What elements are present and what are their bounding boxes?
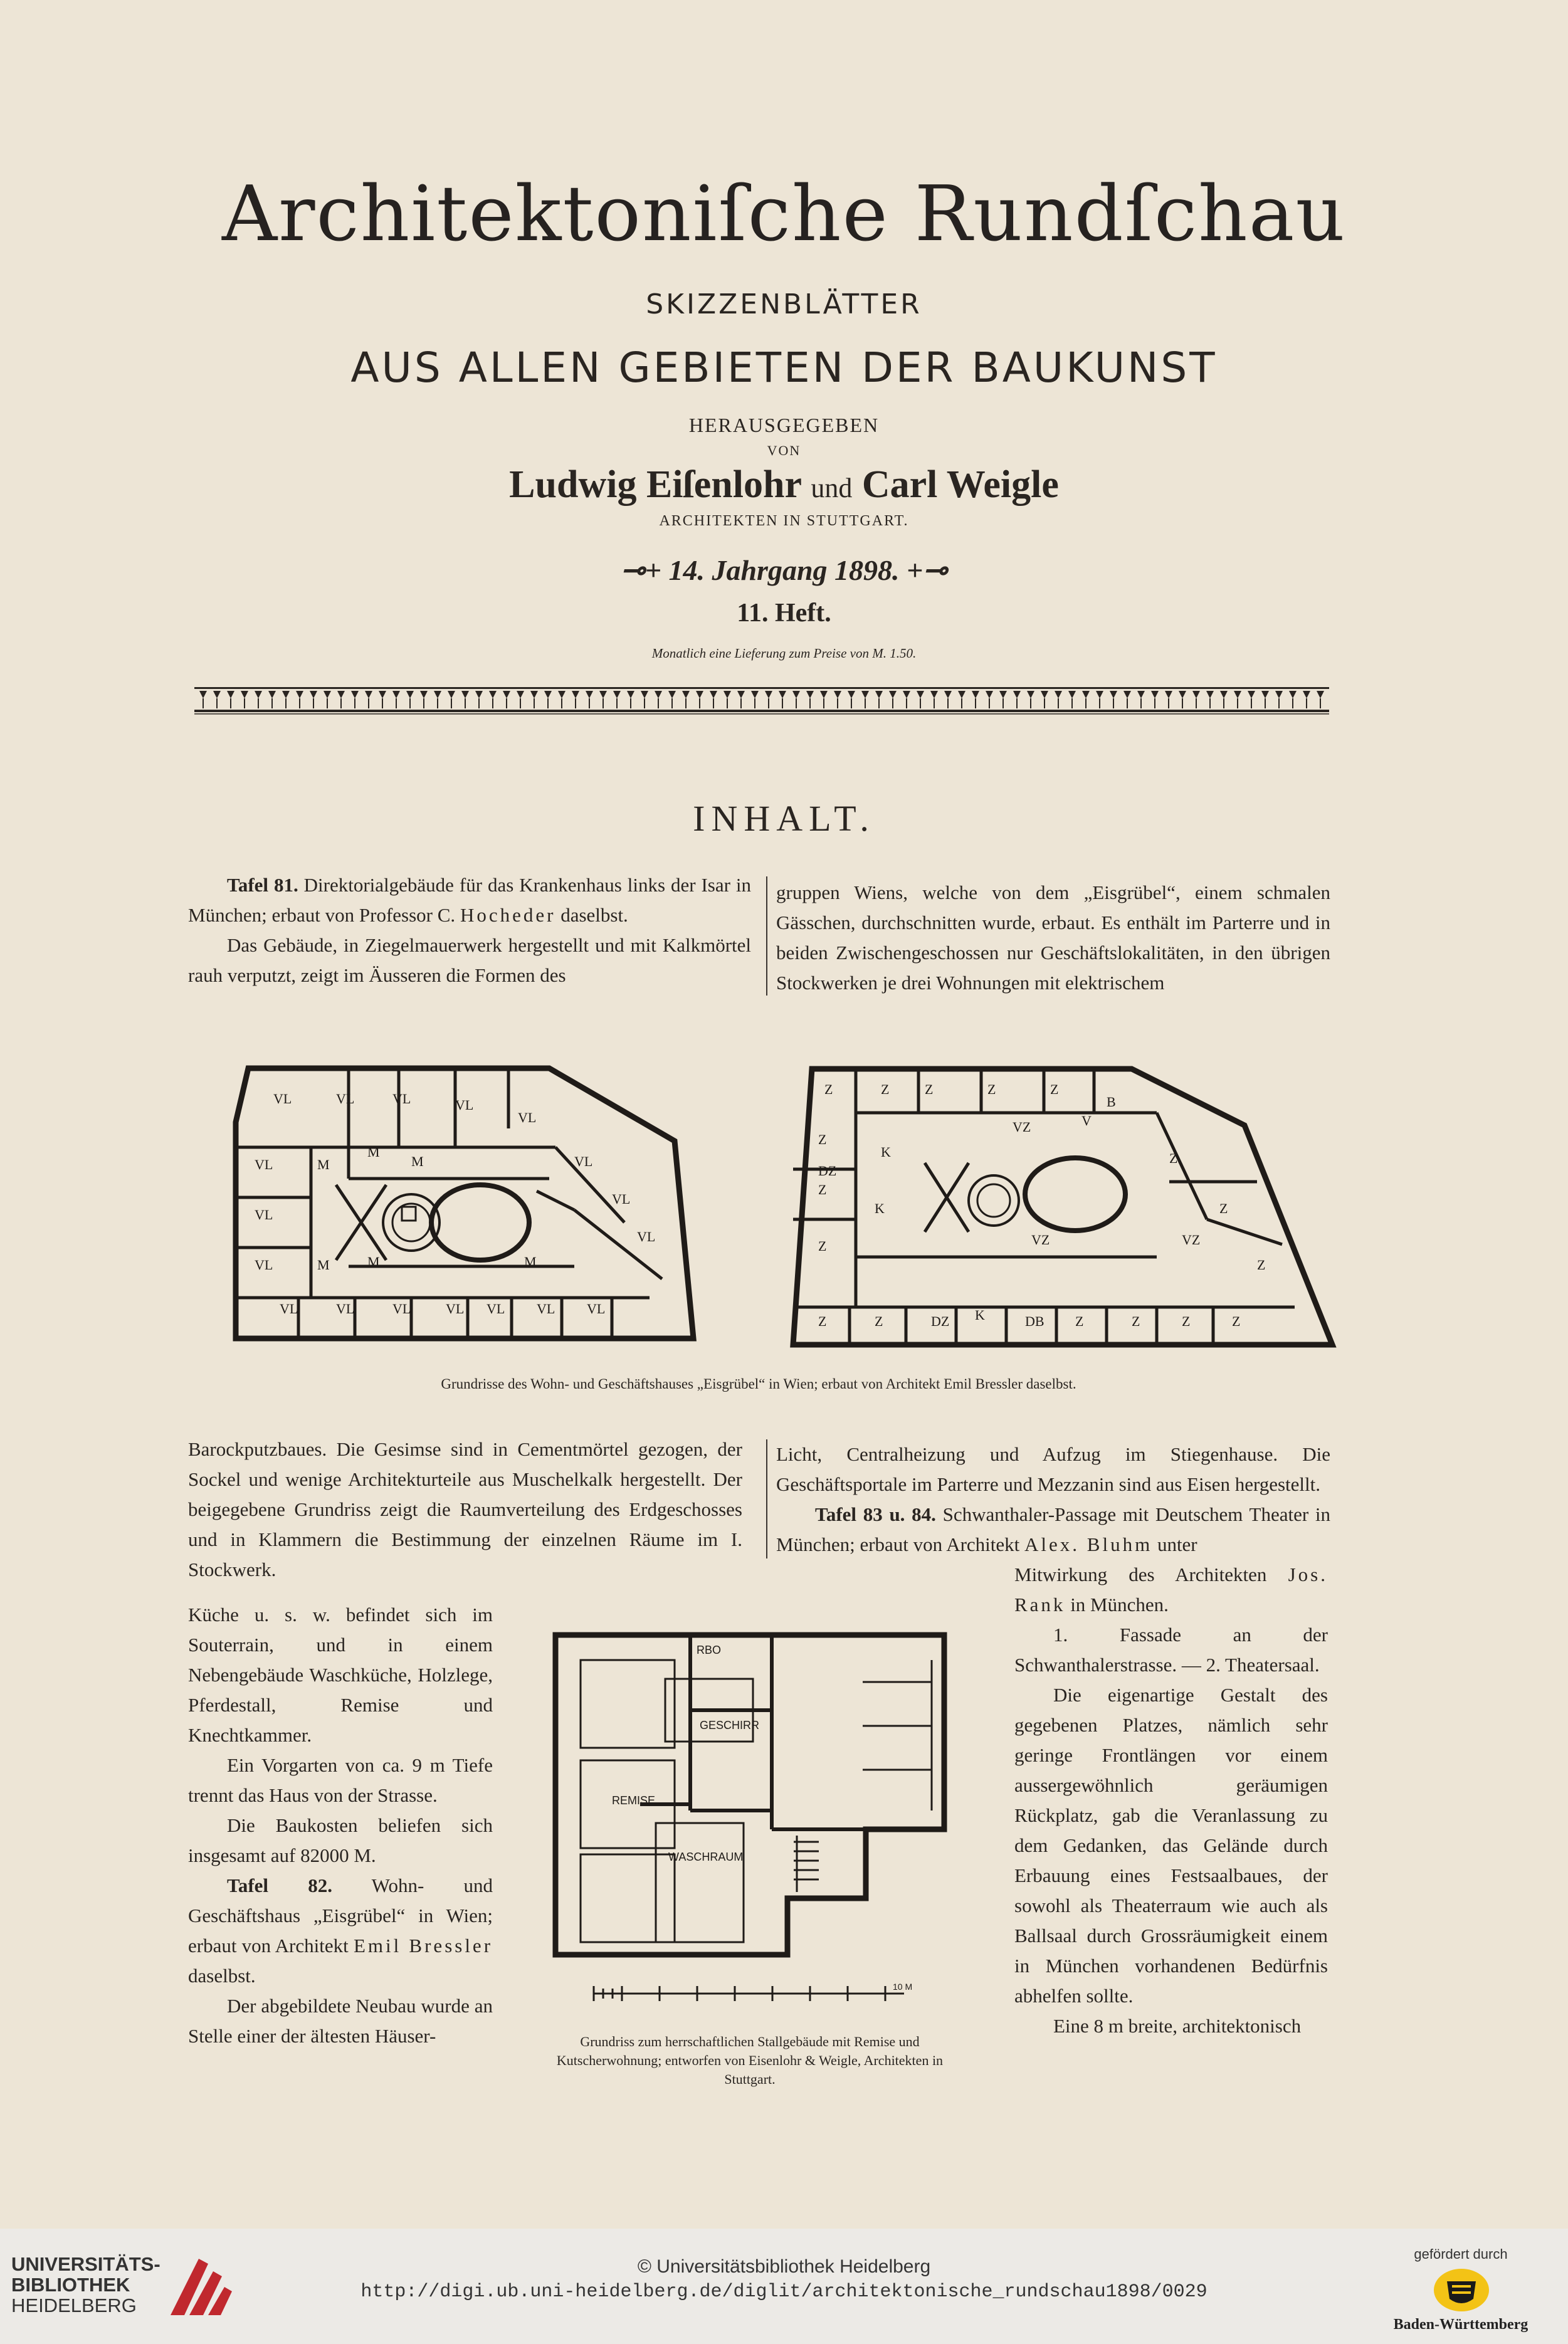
ornament-motif bbox=[930, 691, 938, 708]
ornament-motif bbox=[710, 691, 717, 708]
column-divider bbox=[766, 876, 767, 996]
room-label: VZ bbox=[1031, 1232, 1050, 1248]
room-label: Z bbox=[881, 1081, 890, 1097]
room-label: Z bbox=[1219, 1201, 1228, 1216]
ornament-motif bbox=[1303, 691, 1310, 708]
tafel-83-84-text: Schwanthaler-Passage mit Deutschem Theater in München; erbaut von Architekt bbox=[776, 1503, 1330, 1555]
ornament-motif bbox=[324, 691, 331, 708]
copyright: © Universitätsbibliothek Heidelberg bbox=[637, 2256, 931, 2277]
paragraph-vorgarten: Ein Vorgarten von ca. 9 m Tiefe trennt das Haus von der Strasse. bbox=[188, 1754, 493, 1806]
room-label: VL bbox=[612, 1191, 631, 1207]
ornament-motif bbox=[1013, 691, 1021, 708]
paragraph-baukosten: Die Baukosten beliefen sich insgesamt auf 82000 M. bbox=[188, 1814, 493, 1866]
ornament-motif bbox=[268, 691, 276, 708]
room-label: M bbox=[317, 1257, 330, 1273]
ornament-motif bbox=[310, 691, 317, 708]
editors-profession: ARCHITEKTEN IN STUTTGART. bbox=[659, 513, 909, 529]
ornament-motif bbox=[475, 691, 483, 708]
mitwirkung-end: in München. bbox=[1065, 1594, 1169, 1616]
room-label: VL bbox=[255, 1207, 273, 1222]
source-url[interactable]: http://digi.ub.uni-heidelberg.de/diglit/architektonische_rundschau1898/0029 bbox=[360, 2281, 1208, 2303]
ornament-motif bbox=[586, 691, 593, 708]
room-label: M bbox=[411, 1154, 424, 1169]
ornament-motif bbox=[737, 691, 745, 708]
room-label: VL bbox=[255, 1157, 273, 1172]
room-label: Z bbox=[875, 1313, 883, 1329]
paragraph-8m: Eine 8 m breite, architektonisch bbox=[1053, 2015, 1302, 2037]
ornament-motif bbox=[999, 691, 1007, 708]
ornament-motif bbox=[379, 691, 386, 708]
column-1-top bbox=[188, 870, 751, 991]
room-label: VL bbox=[537, 1301, 555, 1317]
room-label: M bbox=[524, 1254, 537, 1269]
room-label: VZ bbox=[1013, 1119, 1031, 1135]
ornament-motif bbox=[1041, 691, 1048, 708]
ornament-motif bbox=[889, 691, 897, 708]
room-label: Z bbox=[1050, 1081, 1059, 1097]
room-label: M bbox=[317, 1157, 330, 1172]
floor-plan-ground bbox=[223, 1053, 725, 1354]
ornament-motif bbox=[1192, 691, 1200, 708]
room-label: VL bbox=[280, 1301, 298, 1317]
room-label: VL bbox=[455, 1097, 474, 1113]
ornament-motif bbox=[972, 691, 979, 708]
room-label: Z bbox=[1257, 1257, 1266, 1273]
ornament-motif bbox=[723, 691, 731, 708]
subtitle-baukunst: AUS ALLEN GEBIETEN DER BAUKUNST bbox=[350, 344, 1218, 392]
room-label: VL bbox=[518, 1110, 537, 1125]
room-label: B bbox=[1107, 1094, 1116, 1110]
room-label: M bbox=[367, 1144, 380, 1160]
ornament-motif bbox=[958, 691, 966, 708]
ornament-motif bbox=[1137, 691, 1145, 708]
ornament-motif bbox=[820, 691, 828, 708]
ornament-motif bbox=[848, 691, 855, 708]
ornament-motif bbox=[834, 691, 841, 708]
paragraph-licht: Licht, Centralheizung und Aufzug im Stiegenhause. Die Geschäftsportale im Parterre und Mezzanin sind aus Eisen hergestellt. bbox=[776, 1443, 1330, 1495]
subtitle-skizzenblaetter: SKIZZENBLÄTTER bbox=[646, 288, 922, 320]
scale-end-label: 10 M bbox=[893, 1982, 913, 1992]
room-label: RBO bbox=[697, 1644, 722, 1656]
ornament-motif bbox=[489, 691, 497, 708]
room-label: K bbox=[975, 1307, 985, 1323]
ornament-motif bbox=[255, 691, 262, 708]
ornament-motif bbox=[420, 691, 428, 708]
room-label: VL bbox=[574, 1154, 593, 1169]
inhalt-heading: INHALT. bbox=[693, 798, 875, 839]
ornament-motif bbox=[751, 691, 759, 708]
ornament-motif bbox=[682, 691, 690, 708]
und-word: und bbox=[811, 473, 853, 503]
ornament-motif bbox=[365, 691, 372, 708]
tafel-81-text: Direktorialgebäude für das Krankenhaus links der Isar in München; erbaut von Professor C. bbox=[188, 874, 751, 926]
tafel-81-label: Tafel 81. bbox=[227, 874, 298, 896]
ornament-motif bbox=[861, 691, 869, 708]
ornament-motif bbox=[392, 691, 400, 708]
ornament-motif bbox=[544, 691, 552, 708]
column-2-mid bbox=[776, 1439, 1330, 1560]
ornament-motif bbox=[627, 691, 634, 708]
column-divider-mid bbox=[766, 1439, 767, 1558]
ornament-motif bbox=[1027, 691, 1034, 708]
von-label: VON bbox=[767, 443, 801, 458]
room-label: VL bbox=[587, 1301, 606, 1317]
column-1-mid bbox=[188, 1434, 742, 1585]
ornament-motif bbox=[806, 691, 814, 708]
ornament-motif bbox=[696, 691, 703, 708]
ornament-motif bbox=[1317, 691, 1324, 708]
ornament-motif bbox=[1165, 691, 1172, 708]
ornament-motif bbox=[517, 691, 524, 708]
ornament-motif bbox=[1055, 691, 1062, 708]
room-label: VL bbox=[273, 1091, 292, 1106]
ornament-motif bbox=[1220, 691, 1228, 708]
ornament-motif bbox=[461, 691, 469, 708]
room-label: VL bbox=[392, 1301, 411, 1317]
room-label: Z bbox=[818, 1313, 827, 1329]
tafel-82-text: Wohn- und Geschäftshaus „Eisgrübel“ in Wien; erbaut von Architekt bbox=[188, 1874, 493, 1957]
tafel-83-84-end: unter bbox=[1152, 1533, 1197, 1555]
ornament-motif bbox=[1082, 691, 1090, 708]
library-line-2: BIBLIOTHEK bbox=[11, 2274, 130, 2296]
ornament-motif bbox=[986, 691, 993, 708]
ornament-motif bbox=[282, 691, 290, 708]
tafel-81-end: daselbst. bbox=[555, 904, 628, 926]
ornament-motif bbox=[944, 691, 952, 708]
ornament-motif bbox=[227, 691, 234, 708]
editor-1: Ludwig Eiſenlohr bbox=[509, 463, 801, 506]
price-line: Monatlich eine Lieferung zum Preise von M. 1.50. bbox=[651, 646, 917, 661]
paragraph-gebaeude: Das Gebäude, in Ziegelmauerwerk hergestellt und mit Kalkmörtel rauh verputzt, zeigt im Äusseren die Formen des bbox=[188, 934, 751, 986]
ornament-motif bbox=[613, 691, 621, 708]
tafel-83-84-label: Tafel 83 u. 84. bbox=[815, 1503, 936, 1525]
room-label: REMISE bbox=[612, 1794, 656, 1807]
room-label: VZ bbox=[1182, 1232, 1201, 1248]
paragraph-eisgruebel: gruppen Wiens, welche von dem „Eisgrübel“, einem schmalen Gässchen, durchschnitten wurde, erbaut. Es enthält im Parterre und in beiden Zwischengeschossen nur Geschäftslokalitäten, in den übrigen Stockwerken je drei Wohnungen mit elektrischem bbox=[776, 881, 1330, 994]
ornament-motif bbox=[1248, 691, 1255, 708]
ornament-motif bbox=[599, 691, 607, 708]
tafel-82-end: daselbst. bbox=[188, 1965, 256, 1987]
library-line-1: UNIVERSITÄTS- bbox=[11, 2253, 160, 2275]
journal-title: Architektoniſche Rundſchau bbox=[221, 169, 1347, 258]
ornament-motif bbox=[655, 691, 662, 708]
ornament-motif bbox=[792, 691, 800, 708]
ornament-motif bbox=[1110, 691, 1117, 708]
ornament-motif bbox=[1206, 691, 1214, 708]
room-label: DZ bbox=[818, 1163, 837, 1179]
ornament-motif bbox=[337, 691, 345, 708]
column-2-top bbox=[776, 878, 1330, 998]
room-label: VL bbox=[446, 1301, 465, 1317]
room-label: Z bbox=[1132, 1313, 1140, 1329]
paragraph-barockputz: Barockputzbaues. Die Gesimse sind in Cementmörtel gezogen, der Sockel und wenige Architekturteile aus Muschelkalk hergestellt. Der beigegebene Grundriss zeigt die Raumverteilung des Erdgeschosses und in Klammern die Bestimmung der einzelnen Räume im I. Stockwerk. bbox=[188, 1438, 742, 1580]
architect-hocheder: Hocheder bbox=[460, 904, 556, 926]
library-line-3: HEIDELBERG bbox=[11, 2294, 137, 2316]
ornament-motif bbox=[572, 691, 579, 708]
room-label: WASCHRAUM bbox=[668, 1851, 744, 1863]
room-label: Z bbox=[818, 1238, 827, 1254]
ornament-motif bbox=[530, 691, 538, 708]
ornament-motif bbox=[213, 691, 221, 708]
architect-rank: Jos. Rank bbox=[1014, 1564, 1328, 1616]
ornament-motif bbox=[903, 691, 910, 708]
room-label: Z bbox=[818, 1132, 827, 1147]
heft-number: 11. Heft. bbox=[737, 599, 831, 628]
room-label: M bbox=[367, 1254, 380, 1269]
ornament-motif bbox=[558, 691, 566, 708]
ornament-motif bbox=[917, 691, 924, 708]
ornament-motif bbox=[296, 691, 303, 708]
room-label: DZ bbox=[931, 1313, 950, 1329]
paragraph-kueche: Küche u. s. w. befindet sich im Souterrain, und in einem Nebengebäude Waschküche, Holzlege, Pferdestall, Remise und Knechtkammer. bbox=[188, 1604, 493, 1746]
room-label: Z bbox=[818, 1182, 827, 1197]
architect-bressler: Emil Bressler bbox=[353, 1935, 493, 1957]
ornament-motif bbox=[351, 691, 359, 708]
ornament-motif bbox=[406, 691, 414, 708]
tafel-82-label: Tafel 82. bbox=[227, 1874, 333, 1896]
ornament-motif bbox=[241, 691, 248, 708]
ornament-motif bbox=[1068, 691, 1076, 708]
room-label: VL bbox=[637, 1229, 656, 1244]
mitwirkung-text: Mitwirkung des Architekten bbox=[1014, 1564, 1267, 1585]
room-label: VL bbox=[255, 1257, 273, 1273]
room-label: Z bbox=[824, 1081, 833, 1097]
room-label: VL bbox=[336, 1301, 355, 1317]
column-2-low bbox=[1014, 1560, 1328, 2041]
floor-plan-stall bbox=[543, 1622, 957, 1973]
editors bbox=[0, 463, 1568, 507]
ornament-motif bbox=[1275, 691, 1283, 708]
ornament-motif bbox=[1096, 691, 1103, 708]
room-label: K bbox=[881, 1144, 891, 1160]
ornament-motif bbox=[503, 691, 510, 708]
room-label: V bbox=[1081, 1113, 1092, 1128]
ornament-motif bbox=[779, 691, 786, 708]
ornament-motif bbox=[448, 691, 455, 708]
ornament-motif bbox=[1151, 691, 1159, 708]
architect-bluhm: Alex. Bluhm bbox=[1024, 1533, 1153, 1555]
room-label: Z bbox=[925, 1081, 934, 1097]
ornament-motif bbox=[1179, 691, 1186, 708]
room-label: Z bbox=[1182, 1313, 1191, 1329]
ornament-motif bbox=[765, 691, 772, 708]
room-label: Z bbox=[1232, 1313, 1241, 1329]
room-label: VL bbox=[487, 1301, 505, 1317]
room-label: VL bbox=[392, 1091, 411, 1106]
herausgegeben-label: HERAUSGEGEBEN bbox=[688, 414, 880, 436]
ornament-motif bbox=[1261, 691, 1269, 708]
ornament-motif bbox=[1123, 691, 1131, 708]
caption-eisgruebel-plans: Grundrisse des Wohn- und Geschäftshauses „Eisgrübel“ in Wien; erbaut von Architekt Emil Bressler daselbst. bbox=[441, 1376, 1076, 1392]
room-label: Z bbox=[1075, 1313, 1084, 1329]
paragraph-neubau: Der abgebildete Neubau wurde an Stelle einer der ältesten Häuser- bbox=[188, 1995, 493, 2047]
paragraph-fassade: 1. Fassade an der Schwanthalerstrasse. — 2. Theatersaal. bbox=[1014, 1624, 1328, 1676]
room-label: Z bbox=[1169, 1150, 1178, 1166]
ornament-motif bbox=[434, 691, 441, 708]
ornament-motif bbox=[668, 691, 676, 708]
funding-note: gefördert durch bbox=[1414, 2246, 1508, 2262]
scale-bar bbox=[591, 1980, 923, 2005]
ornament-motif bbox=[641, 691, 648, 708]
room-label: GESCHIRR bbox=[700, 1719, 760, 1732]
baden-wuerttemberg-crest-icon bbox=[1433, 2268, 1490, 2313]
room-label: Z bbox=[987, 1081, 996, 1097]
floor-plan-upper bbox=[781, 1056, 1339, 1351]
ornament-motif bbox=[875, 691, 883, 708]
room-label: VL bbox=[336, 1091, 355, 1106]
column-1-low bbox=[188, 1600, 493, 2051]
editor-2: Carl Weigle bbox=[861, 463, 1059, 506]
footer-bar bbox=[0, 2229, 1568, 2344]
room-label: K bbox=[875, 1201, 885, 1216]
caption-stall-plan: Grundriss zum herrschaftlichen Stallgebäude mit Remise und Kutscherwohnung; entworfen von Eisenlohr & Weigle, Architekten in Stuttgart. bbox=[556, 2034, 944, 2087]
room-label: DB bbox=[1025, 1313, 1044, 1329]
ornament-motif bbox=[199, 691, 207, 708]
ornamental-border bbox=[194, 685, 1329, 716]
ornament-motif bbox=[1234, 691, 1241, 708]
paragraph-gestalt: Die eigenartige Gestalt des gegebenen Platzes, nämlich sehr geringe Frontlängen vor einem aussergewöhnlich geräumigen Rückplatz, gab die Veranlassung zu dem Gedanken, das Gelände durch Erbauung eines Festsaalbaues, der sowohl als Theaterraum wie auch als Ballsaal durch Grossräumigkeit einem in München vorhandenen Bedürfnis abhelfen sollte. bbox=[1014, 1684, 1328, 2007]
jahrgang: ⊸+ 14. Jahrgang 1898. +⊸ bbox=[621, 554, 947, 586]
ornament-motif bbox=[1289, 691, 1297, 708]
state-name: Baden-Württemberg bbox=[1393, 2316, 1529, 2333]
